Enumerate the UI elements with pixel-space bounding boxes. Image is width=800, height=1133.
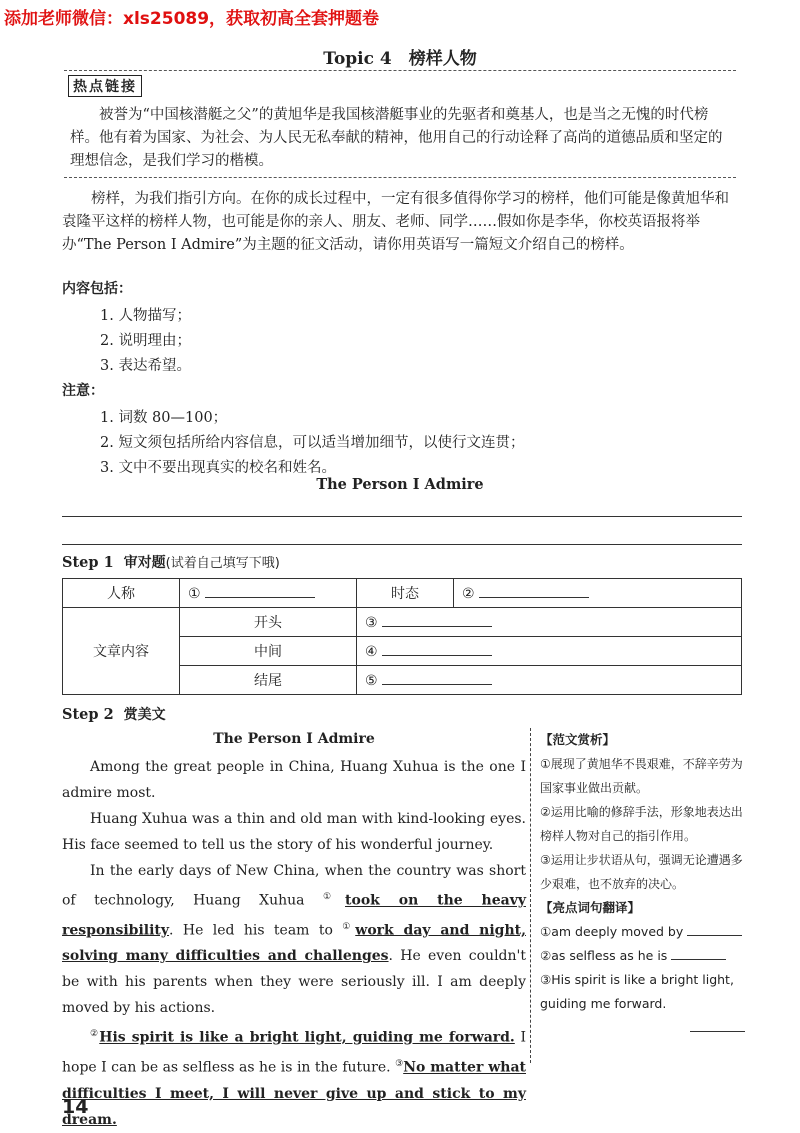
page-number: 14 — [62, 1096, 89, 1118]
translate-text: ②as selfless as he is — [540, 948, 668, 963]
part-cell — [357, 637, 742, 666]
content-item: 3. 表达希望。 — [100, 358, 191, 374]
content-item: 2. 说明理由； — [100, 333, 191, 349]
translate-item — [540, 968, 745, 1016]
step2-name: 赏美文 — [123, 707, 166, 723]
part-num: ③ — [365, 614, 378, 631]
model-essay — [62, 726, 526, 1133]
part-label: 结尾 — [180, 666, 357, 695]
step1-tip: (试着自己填写下哦) — [165, 556, 280, 571]
tense-num: ② — [462, 585, 475, 602]
step1-label: Step 1 — [62, 554, 114, 571]
content-heading: 内容包括： — [62, 281, 132, 297]
tense-label: 时态 — [357, 579, 454, 608]
step1-heading — [62, 552, 280, 572]
translate-heading: 【亮点词句翻译】 — [540, 900, 641, 915]
translate-blank[interactable] — [671, 949, 726, 960]
person-blank[interactable] — [205, 585, 315, 598]
step2-label: Step 2 — [62, 706, 114, 723]
part-num: ④ — [365, 643, 378, 660]
marker: ① — [342, 921, 356, 932]
person-cell — [180, 579, 357, 608]
part-blank[interactable] — [382, 614, 492, 627]
answer-line — [62, 544, 742, 545]
essay-text: . He led his team to — [169, 922, 343, 939]
step2-heading — [62, 704, 166, 724]
part-blank[interactable] — [382, 643, 492, 656]
part-cell — [357, 666, 742, 695]
intro-paragraph: 榜样，为我们指引方向。在你的成长过程中，一定有很多值得你学习的榜样，他们可能是像黄旭华和袁隆平这样的榜样人物，也可能是你的亲人、朋友、老师、同学……假如你是李华，你校英语报将举办“The Person I Admire”为主题的征文活动，请你用英语写一篇短文介绍自己的榜样。 — [62, 191, 729, 253]
writing-title: The Person I Admire — [316, 476, 484, 493]
translate-item — [540, 1016, 745, 1040]
essay-text: In the early days of New China, when the country was short of technology, Huang Xuhua — [62, 863, 526, 909]
essay-text: . He even couldn't be with his parents when they were seriously ill. I am deeply moved by his actions. — [62, 948, 526, 1017]
answer-line — [62, 516, 742, 517]
essay-title: The Person I Admire — [213, 731, 375, 747]
person-num: ① — [188, 585, 201, 602]
hot-link-tag: 热点链接 — [68, 75, 142, 97]
essay-text: I hope I can be as selfless as he is in the future. — [62, 1029, 526, 1076]
translate-item — [540, 920, 745, 944]
translate-blank[interactable] — [690, 1021, 745, 1032]
tense-cell — [454, 579, 742, 608]
part-label: 中间 — [180, 637, 357, 666]
highlight-sentence: No matter what difficulties I meet, I will never give up and stick to my dream. — [62, 1059, 526, 1128]
marker: ② — [90, 1029, 100, 1040]
part-label: 开头 — [180, 608, 357, 637]
notes-item: 1. 词数 80—100； — [100, 410, 228, 426]
marker: ③ — [395, 1058, 404, 1069]
content-label: 文章内容 — [63, 608, 180, 695]
translate-item — [540, 944, 745, 968]
part-num: ⑤ — [365, 672, 378, 689]
analysis-table — [62, 578, 742, 695]
appreciation-item: ①展现了黄旭华不畏艰难，不辞辛劳为国家事业做出贡献。 — [540, 757, 743, 795]
translate-text: ③His spirit is like a bright light, guiding me forward. — [540, 972, 734, 1011]
highlight-phrase: took on the heavy responsibility — [62, 892, 526, 939]
watermark-ad-text: 添加老师微信：xls25089，获取初高全套押题卷 — [4, 9, 380, 29]
part-cell — [357, 608, 742, 637]
essay-paragraph-4 — [62, 1021, 526, 1132]
topic-title: Topic 4 榜样人物 — [323, 49, 477, 69]
notes-item: 2. 短文须包括所给内容信息，可以适当增加细节，以使行文连贯； — [100, 435, 525, 451]
essay-paragraph-1: Among the great people in China, Huang Xuhua is the one I admire most. — [62, 759, 526, 801]
notes-heading: 注意： — [62, 383, 104, 399]
essay-paragraph-3 — [62, 858, 526, 1021]
hot-link-text: 被誉为“中国核潜艇之父”的黄旭华是我国核潜艇事业的先驱者和奠基人，也是当之无愧的时代榜样。他有着为国家、为社会、为人民无私奉献的精神，他用自己的行动诠释了高尚的道德品质和坚定的理想信念，是我们学习的楷模。 — [70, 107, 723, 169]
content-item: 1. 人物描写； — [100, 308, 191, 324]
tense-blank[interactable] — [479, 585, 589, 598]
person-label: 人称 — [63, 579, 180, 608]
highlight-phrase: work day and night, solving many difficulties and challenges — [62, 922, 526, 965]
appreciation-item: ③运用让步状语从句，强调无论遭遇多少艰难，也不放弃的决心。 — [540, 853, 743, 891]
step1-name: 审对题 — [123, 555, 166, 571]
part-blank[interactable] — [382, 672, 492, 685]
notes-item: 3. 文中不要出现真实的校名和姓名。 — [100, 460, 336, 476]
side-notes — [540, 728, 745, 1040]
highlight-sentence: His spirit is like a bright light, guiding me forward. — [99, 1029, 515, 1046]
appreciation-heading: 【范文赏析】 — [540, 732, 616, 747]
translate-text: ①am deeply moved by — [540, 924, 684, 939]
column-divider — [530, 728, 531, 1063]
translate-blank[interactable] — [687, 925, 742, 936]
marker: ① — [322, 892, 346, 902]
appreciation-item: ②运用比喻的修辞手法，形象地表达出榜样人物对自己的指引作用。 — [540, 805, 743, 843]
essay-paragraph-2: Huang Xuhua was a thin and old man with kind-looking eyes. His face seemed to tell us the story of his wonderful journey. — [62, 811, 526, 853]
